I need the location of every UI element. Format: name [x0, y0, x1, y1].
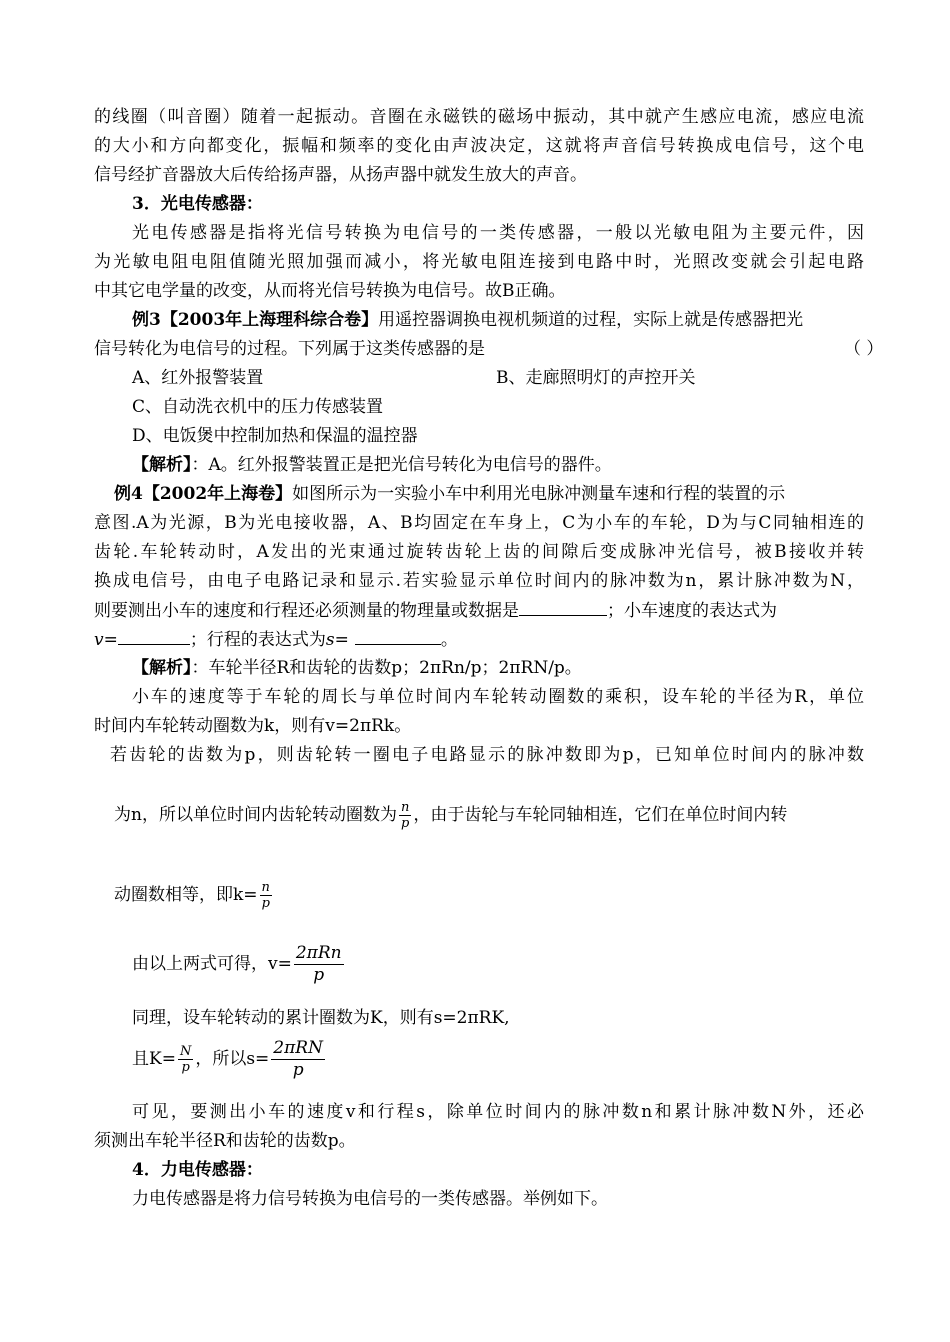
section-heading-3: 3．光电传感器： — [132, 194, 263, 214]
paragraph-line: 力电传感器是将力信号转换为电信号的一类传感器。举例如下。 — [132, 1189, 608, 1209]
option-a: A、红外报警装置 — [132, 368, 264, 388]
example-4-label: 例4【2002年上海卷】 — [114, 484, 293, 504]
example-4-line: 意图.A为光源，B为光电接收器，A、B均固定在车身上，C为小车的车轮，D为与C同轴相连的 — [94, 513, 864, 533]
example-4-line: 则要测出小车的速度和行程还必须测量的物理量或数据是 ；小车速度的表达式为 — [94, 601, 777, 621]
answer-blank — [519, 599, 607, 616]
paragraph-line: 可见，要测出小车的速度v和行程s，除单位时间内的脉冲数n和累计脉冲数N外，还必 — [132, 1102, 864, 1122]
answer-bracket: （ ） — [844, 339, 884, 359]
paragraph-line: 动圈数相等，即k= $\frac{n}{p}$ — [114, 880, 270, 911]
fraction-n-over-p: $\frac{n}{p}$ — [261, 880, 270, 911]
paragraph-line: 中其它电学量的改变，从而将光信号转换为电信号。故B正确。 — [94, 281, 566, 301]
option-d: D、电饭煲中控制加热和保温的温控器 — [132, 426, 418, 446]
example-3-line: 信号转化为电信号的过程。下列属于这类传感器的是 （ ） — [94, 339, 884, 359]
paragraph-line: 信号经扩音器放大后传给扬声器，从扬声器中就发生放大的声音。 — [94, 165, 587, 185]
option-row — [132, 367, 864, 389]
answer-label: 【解析】 — [132, 658, 192, 678]
answer-label: 【解析】 — [132, 455, 192, 475]
paragraph-line: 须测出车轮半径R和齿轮的齿数p。 — [94, 1131, 356, 1151]
fraction-distance: $\frac{\text{2πRN}}{p}$ — [273, 1038, 323, 1080]
paragraph-line: 为光敏电阻电阻值随光照加强而减小，将光敏电阻连接到电路中时，光照改变就会引起电路 — [94, 252, 864, 272]
paragraph-line: 时间内车轮转动圈数为k，则有v=2πRk。 — [94, 716, 412, 736]
fraction-n-over-p: $\frac{n}{p}$ — [400, 800, 410, 831]
paragraph-line: 若齿轮的齿数为p，则齿轮转一圈电子电路显示的脉冲数即为p，已知单位时间内的脉冲数 — [110, 745, 864, 765]
example-3-label: 例3【2003年上海理科综合卷】 — [132, 310, 379, 330]
answer-blank — [118, 628, 190, 645]
paragraph-line: 同理，设车轮转动的累计圈数为K，则有s=2πRK, — [132, 1008, 510, 1028]
option-b: B、走廊照明灯的声控开关 — [496, 368, 696, 388]
paragraph-line: 小车的速度等于车轮的周长与单位时间内车轮转动圈数的乘积，设车轮的半径为R，单位 — [132, 687, 864, 707]
fraction-velocity: $\frac{\text{2πRn}}{p}$ — [295, 943, 342, 985]
section-heading-4: 4．力电传感器： — [132, 1160, 263, 1180]
paragraph-line: 为n，所以单位时间内齿轮转动圈数为 $\frac{n}{p}$ ，由于齿轮与车轮同轴相连，它们在单位时间内转 — [114, 800, 788, 831]
answer-blank — [355, 628, 441, 645]
fraction-N-over-p: $\frac{N}{p}$ — [179, 1044, 192, 1075]
example-4-line: 例4【2002年上海卷】如图所示为一实验小车中利用光电脉冲测量车速和行程的装置的示 — [114, 484, 786, 504]
example-3-answer: 【解析】：A。红外报警装置正是把光信号转化为电信号的器件。 — [132, 455, 612, 475]
formula-line: 且K= $\frac{N}{p}$ ，所以s= $\frac{\text{2πRN}}{p}$ — [132, 1038, 323, 1080]
formula-line: 由以上两式可得，v= $\frac{\text{2πRn}}{p}$ — [132, 943, 342, 985]
example-4-line: 换成电信号，由电子电路记录和显示.若实验显示单位时间内的脉冲数为n，累计脉冲数为N， — [94, 571, 864, 591]
example-3-line: 例3【2003年上海理科综合卷】用遥控器调换电视机频道的过程，实际上就是传感器把光 — [132, 310, 804, 330]
example-4-line: 齿轮.车轮转动时，A发出的光束通过旋转齿轮上齿的间隙后变成脉冲光信号，被B接收并转 — [94, 542, 864, 562]
paragraph-line: 光电传感器是指将光信号转换为电信号的一类传感器，一般以光敏电阻为主要元件，因 — [132, 223, 864, 243]
paragraph-line: 的大小和方向都变化，振幅和频率的变化由声波决定，这就将声音信号转换成电信号，这个电 — [94, 136, 864, 156]
example-4-answer: 【解析】：车轮半径R和齿轮的齿数p；2πRn/p；2πRN/p。 — [132, 658, 582, 678]
option-c: C、自动洗衣机中的压力传感装置 — [132, 397, 384, 417]
paragraph-line: 的线圈（叫音圈）随着一起振动。音圈在永磁铁的磁场中振动，其中就产生感应电流，感应电流 — [94, 107, 864, 127]
example-4-line: v= ；行程的表达式为s= 。 — [94, 630, 458, 650]
